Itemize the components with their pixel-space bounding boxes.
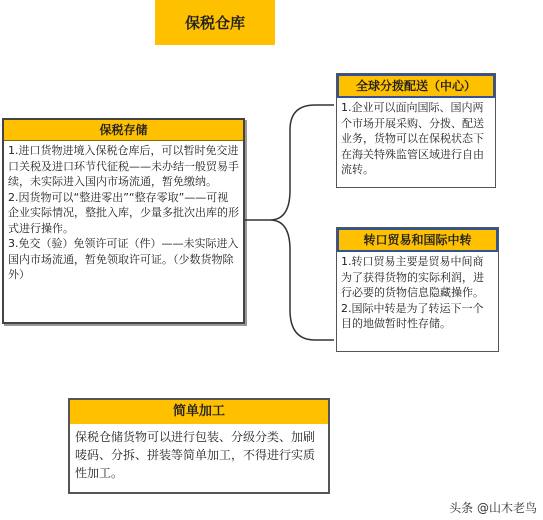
- global-heading: 全球分拨配送（中心）: [337, 74, 495, 98]
- storage-line: 1.进口货物进境入保税仓库后，可以暂时免交进口关税及进口环节代征税——未办结一般贸易手续，未实际进入国内市场流通，暂免缴纳。: [8, 144, 239, 188]
- brace-path: [245, 105, 334, 340]
- global-distribution-card: [336, 73, 496, 188]
- transit-line: 2.国际中转是为了转运下一个目的地做暂时性存储。: [341, 301, 484, 330]
- storage-line: 3.免交（验）免领许可证（件）——未实际进入国内市场流通，暂免领取许可证。（少数货物除外）: [8, 237, 239, 281]
- transit-heading: 转口贸易和国际中转: [337, 228, 498, 252]
- transit-line: 1.转口贸易主要是贸易中间商为了获得货物的实际利润，进行必要的货物信息隐藏操作。: [341, 255, 484, 299]
- diagram-title: 保税仓库: [155, 0, 275, 45]
- processing-line: 保税仓储货物可以进行包装、分级分类、加刷唛码、分拆、拼装等简单加工，不得进行实质性加工。: [75, 430, 316, 480]
- processing-heading: 简单加工: [70, 400, 328, 424]
- processing-body: [70, 424, 328, 486]
- storage-heading: 保税存储: [4, 120, 243, 141]
- global-body: [337, 98, 495, 180]
- watermark: 头条 @山木老鸟: [449, 501, 537, 515]
- storage-line: 2.因货物可以“整进零出”“整存零取”——可视企业实际情况，整批入库，少量多批次出库的形式进行操作。: [8, 190, 239, 235]
- transit-body: [337, 252, 498, 334]
- transit-trade-card: [336, 227, 499, 352]
- global-line: 1.企业可以面向国际、国内两个市场开展采购、分拨、配送业务，货物可以在保税状态下在海关特殊监管区域进行自由流转。: [341, 101, 484, 176]
- simple-processing-card: [68, 398, 330, 494]
